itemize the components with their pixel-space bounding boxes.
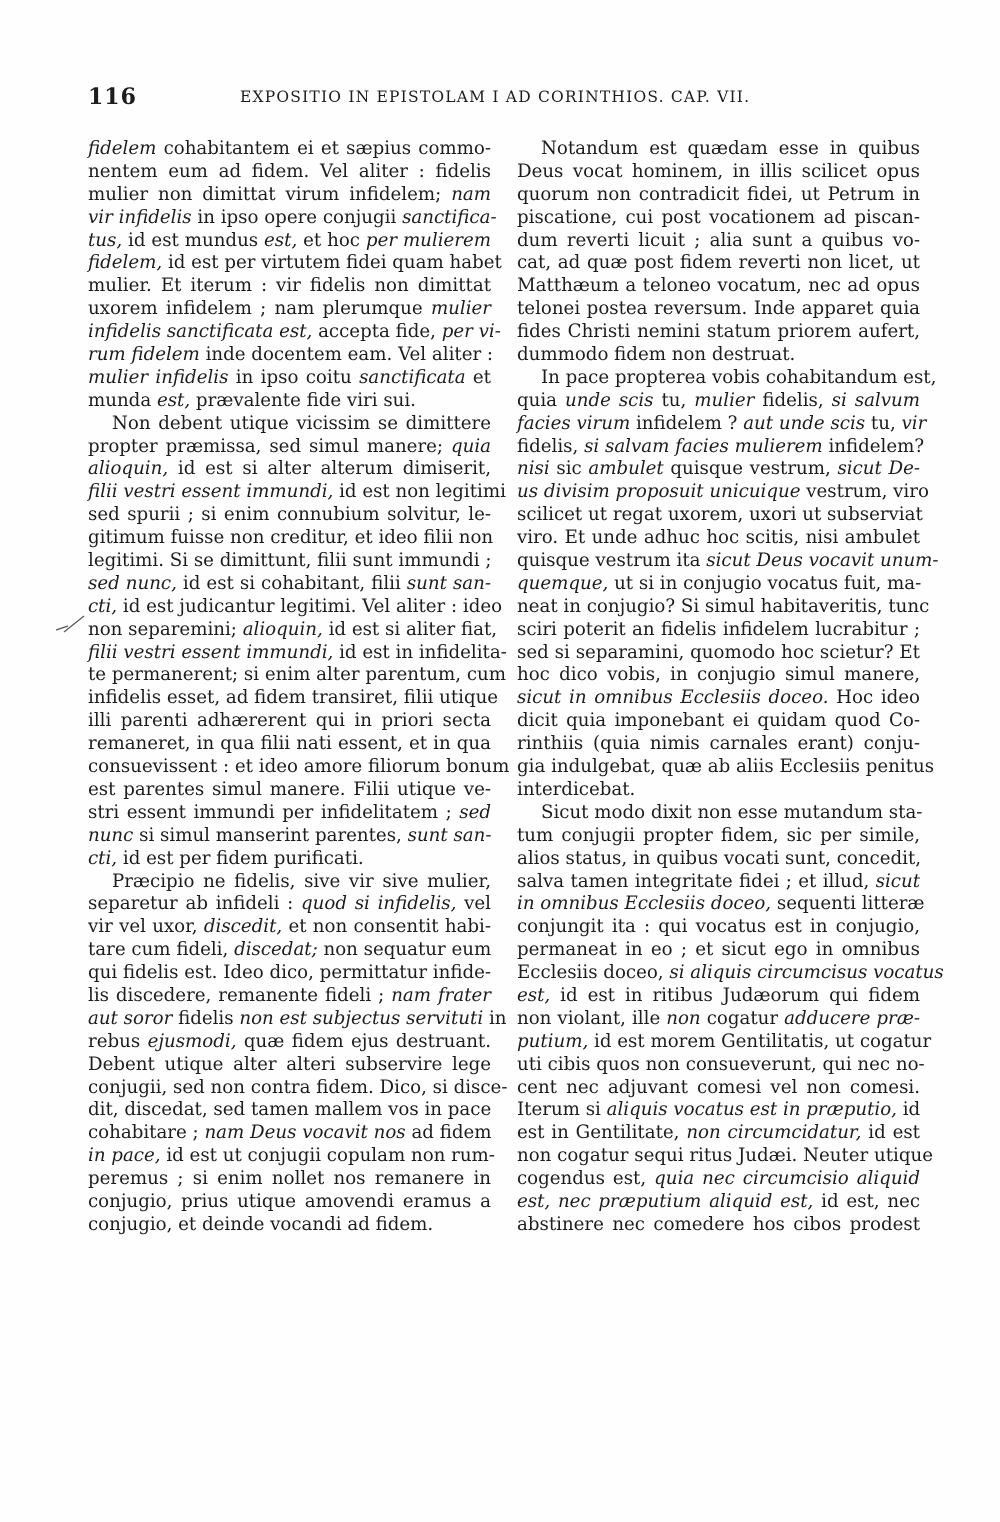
text-line <box>88 527 494 550</box>
text-segment: remaneret, in qua filii nati essent, et in qua <box>88 733 491 755</box>
text-segment: id est si cohabitant, filii <box>176 572 407 594</box>
text-segment: prævalente fide viri sui. <box>190 389 416 411</box>
text-line <box>88 779 491 802</box>
text-segment: conjungit ita : qui vocatus est in conjugio, <box>517 916 920 938</box>
text-segment: quisque vestrum, <box>663 458 838 480</box>
italic-text-segment: nunc <box>88 824 134 846</box>
text-line <box>517 298 920 321</box>
text-segment: alios status, in quibus vocati sunt, concedit, <box>517 847 922 869</box>
text-segment: conjugio, prius utique amovendi eramus a <box>88 1190 491 1212</box>
text-line <box>517 275 920 298</box>
text-line <box>517 390 920 413</box>
text-segment: Notandum est quædam esse in quibus <box>541 138 920 159</box>
text-segment: uti cibis quos non consueverunt, qui nec no- <box>517 1053 925 1075</box>
text-segment: qui fidelis est. Ideo dico, permittatur infide- <box>88 962 492 984</box>
text-segment: viro. Et unde adhuc hoc scitis, nisi ambulet <box>517 527 920 549</box>
italic-text-segment: vir infidelis <box>88 206 192 228</box>
page-header <box>88 84 920 114</box>
text-line <box>88 1076 508 1100</box>
text-line <box>517 321 920 344</box>
italic-text-segment: filii vestri essent immundi, <box>88 481 334 503</box>
text-line <box>517 366 937 390</box>
text-segment: non cogatur sequi ritus Judæi. Neuter utique <box>517 1145 933 1167</box>
text-line <box>88 687 499 710</box>
text-segment: In pace propterea vobis cohabitandum est, <box>541 366 937 388</box>
text-line <box>517 962 944 985</box>
italic-text-segment: quia <box>450 435 491 457</box>
text-line <box>517 481 929 504</box>
text-line <box>517 344 920 367</box>
italic-text-segment: mulier infidelis <box>88 366 229 388</box>
italic-text-segment: non <box>666 1007 701 1029</box>
text-segment: id est si alter alterum dimiserit, <box>168 458 491 480</box>
text-line <box>88 550 491 573</box>
text-line <box>517 230 920 253</box>
text-line <box>517 1122 920 1145</box>
italic-text-segment: est, nec præputium aliquid est, <box>517 1190 814 1212</box>
italic-text-segment: non est subjectus servituti <box>239 1007 484 1029</box>
italic-text-segment: mulier <box>694 389 755 411</box>
italic-text-segment: sicut <box>875 870 920 892</box>
text-line <box>88 1214 491 1237</box>
text-line <box>517 871 920 894</box>
text-segment: cogatur <box>700 1007 785 1029</box>
text-segment: peremus ; si enim nollet nos remanere in <box>88 1168 491 1190</box>
text-line <box>88 825 491 848</box>
text-segment: id est si aliter fiat, <box>322 618 498 640</box>
text-line <box>88 848 491 871</box>
italic-text-segment: sicut in omnibus Ecclesiis doceo. <box>517 687 829 709</box>
italic-text-segment: aut soror <box>88 1007 173 1029</box>
text-segment: est in Gentilitate, <box>517 1122 687 1144</box>
text-line <box>88 1007 507 1031</box>
text-line <box>517 1053 925 1077</box>
text-segment: neat in conjugio? Si simul habitaveritis, tunc <box>517 595 930 617</box>
italic-text-segment: sed nunc, <box>88 572 177 594</box>
italic-text-segment: sed <box>459 801 491 823</box>
text-line <box>88 458 491 481</box>
text-line <box>517 893 925 916</box>
italic-text-segment: est, <box>264 229 298 251</box>
text-line <box>88 664 507 687</box>
text-line <box>517 825 920 848</box>
italic-text-segment: adducere præ- <box>784 1007 920 1029</box>
text-segment: gitimum fuisse non creditur, et ideo filii non <box>88 527 494 549</box>
text-segment: conjugio, et deinde vocandi ad fidem. <box>88 1213 434 1235</box>
text-line <box>517 939 920 962</box>
text-segment: gia indulgebat, quæ ab aliis Ecclesiis penitus <box>517 756 935 778</box>
text-segment: permaneat in eo ; et sicut ego in omnibus <box>517 939 920 961</box>
italic-text-segment: rum fidelem <box>88 344 200 366</box>
text-line <box>88 641 507 665</box>
italic-text-segment: discedat; <box>234 939 318 961</box>
text-line <box>88 413 491 436</box>
text-segment: id est non legitimi <box>333 481 506 503</box>
italic-text-segment: vir <box>901 412 927 434</box>
text-segment: et <box>465 366 491 388</box>
text-segment: et non consentit habi- <box>282 916 491 938</box>
italic-text-segment: est, <box>156 389 191 411</box>
text-segment: tare cum fideli, <box>88 939 235 961</box>
text-line <box>88 1168 491 1191</box>
text-segment: id est per virtutem fidei quam habet <box>162 252 502 274</box>
italic-text-segment: filii vestri essent immundi, <box>88 641 334 663</box>
text-line <box>517 664 920 687</box>
text-segment: ad fidem <box>405 1122 492 1144</box>
italic-text-segment: per mulierem <box>365 229 491 251</box>
text-line <box>88 161 491 184</box>
text-segment: sic <box>549 458 589 480</box>
text-line <box>88 573 491 596</box>
text-segment: dit, discedat, sed tamen mallem vos in pace <box>88 1099 492 1121</box>
text-segment: Iterum si <box>517 1099 607 1121</box>
italic-text-segment: nisi <box>517 458 550 480</box>
text-segment: quisque vestrum ita <box>517 550 707 572</box>
text-line <box>88 733 491 756</box>
text-line <box>88 298 491 321</box>
italic-text-segment: sanctificata <box>359 366 466 388</box>
text-segment: Sicut modo dixit non esse mutandum sta- <box>541 801 923 823</box>
text-segment: tum conjugii propter fidem, sic per simile, <box>517 824 920 846</box>
text-line <box>88 756 510 779</box>
right-text-column <box>517 138 944 1237</box>
text-segment: illi parenti adhærerent qui in priori secta <box>88 710 491 732</box>
text-line <box>88 1122 491 1145</box>
italic-text-segment: sanctifica- <box>402 206 497 228</box>
italic-text-segment: us divisim proposuit unicuique <box>517 481 801 503</box>
text-line <box>88 1191 491 1214</box>
italic-text-segment: facies virum <box>517 412 631 434</box>
italic-text-segment: discedit, <box>203 916 283 938</box>
text-segment: rebus <box>88 1030 148 1052</box>
text-line <box>517 916 920 939</box>
text-segment: piscatione, cui post vocationem ad piscan- <box>517 206 920 228</box>
text-segment: id est morem Gentilitatis, ut cogatur <box>588 1030 932 1052</box>
text-line <box>517 1099 920 1122</box>
italic-text-segment: tus, <box>88 229 123 251</box>
text-segment: telonei postea reversum. Inde apparet quia <box>517 298 920 320</box>
text-segment: abstinere nec comedere hos cibos prodest <box>517 1213 920 1235</box>
text-line <box>88 344 494 367</box>
text-segment: rinthiis (quia nimis carnales erant) conju- <box>517 733 920 755</box>
italic-text-segment: si salvum <box>831 389 920 411</box>
text-line <box>517 184 920 207</box>
text-line <box>517 801 923 825</box>
text-line <box>88 985 491 1008</box>
text-segment: infidelem? <box>822 435 925 457</box>
text-segment: in ipso coitu <box>228 366 360 388</box>
italic-text-segment: ambulet <box>588 458 664 480</box>
italic-text-segment: fidelem, <box>88 252 163 274</box>
text-segment: non sequatur eum <box>317 939 492 961</box>
text-line <box>517 252 920 275</box>
text-line <box>517 1077 920 1100</box>
text-line <box>517 550 939 573</box>
text-segment: mulier. Et iterum : vir fidelis non dimittat <box>88 275 491 297</box>
italic-text-segment: per vi- <box>441 321 501 343</box>
italic-text-segment: cti, <box>88 595 118 617</box>
text-segment: infidelem ? <box>630 412 744 434</box>
text-line <box>88 871 491 894</box>
running-head: EXPOSITIO IN EPISTOLAM I AD CORINTHIOS. CAP. VII. <box>240 88 751 106</box>
text-segment: fides Christi nemini statum priorem aufert, <box>517 321 920 343</box>
text-segment: nentem eum ad fidem. Vel aliter : fidelis <box>88 160 491 182</box>
text-line <box>517 1168 920 1191</box>
text-segment: id est in infidelita- <box>333 641 507 663</box>
text-line <box>517 435 925 459</box>
text-line <box>517 527 920 550</box>
text-segment: id est judicantur legitimi. Vel aliter : ideo <box>117 595 503 617</box>
italic-text-segment: quia nec circumcisio aliquid <box>654 1168 920 1190</box>
italic-text-segment: quod si infidelis, <box>301 893 457 915</box>
text-segment: Deus vocat hominem, in illis scilicet opus <box>517 160 920 182</box>
text-line <box>88 390 491 413</box>
italic-text-segment: sicut De- <box>837 458 920 480</box>
text-line <box>88 367 491 390</box>
text-line <box>517 619 920 642</box>
text-line <box>517 756 935 779</box>
italic-text-segment: sunt san- <box>406 572 491 594</box>
text-segment: cohabitantem ei et sæpius commo- <box>156 138 491 159</box>
text-line <box>517 779 920 802</box>
text-segment: fidelis, <box>754 389 832 411</box>
text-segment: dummodo fidem non destruat. <box>517 344 796 366</box>
text-segment: quæ fidem ejus destruant. <box>236 1030 491 1052</box>
italic-text-segment: aliquis vocatus est in præputio, <box>606 1099 897 1121</box>
italic-text-segment: alioquin, <box>88 458 169 480</box>
text-segment: si simul manserint parentes, <box>133 824 408 846</box>
text-segment: stri essent immundi per infidelitatem ; <box>88 801 460 823</box>
text-line <box>517 1191 920 1214</box>
italic-text-segment: si aliquis circumcisus vocatus <box>669 962 944 984</box>
text-line <box>517 458 920 481</box>
italic-text-segment: nam <box>451 183 491 205</box>
text-segment: separetur ab infideli : <box>88 893 302 915</box>
text-line <box>517 595 930 619</box>
text-line <box>517 687 920 710</box>
text-segment: sequenti litteræ <box>771 893 925 915</box>
text-segment: Non debent utique vicissim se dimittere <box>112 412 491 434</box>
text-segment: et hoc <box>297 229 366 251</box>
text-line <box>88 939 491 962</box>
italic-text-segment: in omnibus Ecclesiis doceo, <box>517 893 772 915</box>
text-line <box>88 436 491 459</box>
text-segment: salva tamen integritate fidei ; et illud, <box>517 870 876 892</box>
italic-text-segment: fidelem <box>88 138 157 159</box>
italic-text-segment: unde scis <box>565 389 654 411</box>
italic-text-segment: cti, <box>88 847 118 869</box>
text-segment: Debent utique alter alteri subservire lege <box>88 1053 491 1075</box>
text-line <box>517 412 927 436</box>
text-line <box>517 1030 932 1054</box>
text-segment: cent nec adjuvant comesi vel non comesi. <box>517 1076 920 1098</box>
text-line <box>88 962 491 985</box>
text-line <box>88 1145 495 1168</box>
text-segment: conjugii, sed non contra fidem. Dico, si disce- <box>88 1076 508 1098</box>
italic-text-segment: ejusmodi, <box>147 1030 237 1052</box>
text-segment: Ecclesiis doceo, <box>517 962 670 984</box>
text-segment: Matthæum a teloneo vocatum, nec ad opus <box>517 275 920 297</box>
text-line <box>517 138 920 161</box>
text-line <box>517 1145 933 1168</box>
text-line <box>517 1008 920 1031</box>
text-line <box>88 230 491 253</box>
text-line <box>517 573 920 596</box>
text-line <box>517 985 920 1008</box>
text-segment: sed si separamini, quomodo hoc scietur? Et <box>517 641 920 663</box>
text-segment: id est mundus <box>122 229 265 251</box>
text-line <box>88 618 498 642</box>
text-line <box>88 916 491 939</box>
text-line <box>517 642 920 665</box>
text-segment: te permanerent; si enim alter parentum, cum <box>88 664 507 686</box>
marginal-pencil-mark <box>54 610 90 634</box>
text-segment: id est <box>861 1122 920 1144</box>
text-segment: non separemini; <box>88 618 243 640</box>
text-segment: infidelis esset, ad fidem transiret, filii utique <box>88 687 499 709</box>
text-segment: mulier non dimittat virum infidelem; <box>88 183 452 205</box>
text-segment: quia <box>517 389 566 411</box>
text-segment: non violant, ille <box>517 1007 667 1029</box>
text-segment: Hoc ideo <box>828 687 920 709</box>
text-line <box>517 848 920 871</box>
text-segment: in ipso opere conjugii <box>191 206 403 228</box>
text-line <box>88 138 491 161</box>
text-segment: propter præmissa, sed simul manere; <box>88 435 451 457</box>
text-segment: fidelis, <box>517 435 585 457</box>
text-line <box>88 275 491 298</box>
text-segment: legitimi. Si se dimittunt, filii sunt immundi ; <box>88 550 492 572</box>
italic-text-segment: aut unde scis <box>743 412 866 434</box>
text-segment: sciri poterit an fidelis infidelem lucrabitur ; <box>517 618 920 640</box>
text-line <box>88 1054 491 1077</box>
italic-text-segment: est, <box>517 984 551 1006</box>
text-segment: dicit quia imponebant ei quidam quod Co- <box>517 710 920 732</box>
text-line <box>88 321 501 344</box>
left-text-column <box>88 138 510 1237</box>
text-segment: cat, ad quæ post fidem reverti non licet, ut <box>517 252 920 274</box>
text-line <box>517 710 920 733</box>
text-segment: tu, <box>653 389 695 411</box>
text-segment: uxorem infidelem ; nam plerumque <box>88 298 431 320</box>
text-segment: est parentes simul manere. Filii utique ve- <box>88 778 491 800</box>
text-segment: inde docentem eam. Vel aliter : <box>199 344 494 366</box>
italic-text-segment: in pace, <box>88 1145 161 1167</box>
text-line <box>88 893 491 916</box>
text-segment: sed spurii ; si enim connubium solvitur, le- <box>88 504 491 526</box>
text-line <box>88 252 502 275</box>
text-segment: vir vel uxor, <box>88 916 204 938</box>
text-segment: id est in ritibus Judæorum qui fidem <box>550 984 920 1006</box>
italic-text-segment: non circumcidatur, <box>686 1122 862 1144</box>
text-segment: munda <box>88 389 157 411</box>
text-line <box>88 710 491 733</box>
italic-text-segment: quemque, <box>517 572 609 594</box>
text-line <box>88 504 491 527</box>
text-segment: id est per fidem purificati. <box>117 847 364 869</box>
italic-text-segment: alioquin, <box>242 618 323 640</box>
text-line <box>88 184 491 207</box>
text-segment: id est, nec <box>813 1190 921 1212</box>
text-segment: scilicet ut regat uxorem, uxori ut subserviat <box>517 504 923 526</box>
italic-text-segment: si salvam facies mulierem <box>584 435 823 457</box>
text-line <box>88 802 491 825</box>
text-line <box>517 733 920 756</box>
text-segment: consuevissent : et ideo amore filiorum bonum <box>88 756 510 778</box>
text-segment: Præcipio ne fidelis, sive vir sive mulier, <box>112 870 491 892</box>
italic-text-segment: putium, <box>517 1030 589 1052</box>
text-segment: fidelis <box>172 1007 240 1029</box>
text-segment: lis discedere, remanente fideli ; <box>88 984 392 1006</box>
text-segment: cohabitare ; <box>88 1122 205 1144</box>
text-segment: ut si in conjugio vocatus fuit, ma- <box>608 572 922 594</box>
text-segment: dum reverti licuit ; alia sunt a quibus vo- <box>517 229 920 251</box>
text-line <box>88 595 503 619</box>
text-segment: cogendus est, <box>517 1168 655 1190</box>
text-line <box>517 207 920 230</box>
text-segment: id est ut conjugii copulam non rum- <box>160 1145 495 1167</box>
text-line <box>88 481 506 504</box>
text-segment: in <box>483 1007 507 1029</box>
italic-text-segment: sunt san- <box>407 824 492 846</box>
page-number: 116 <box>88 84 137 110</box>
text-segment: tu, <box>865 412 902 434</box>
italic-text-segment: nam frater <box>391 984 491 1006</box>
text-segment: vel <box>456 893 491 915</box>
text-line <box>88 1031 491 1054</box>
italic-text-segment: infidelis sanctificata est, <box>88 321 313 343</box>
italic-text-segment: mulier <box>430 298 491 320</box>
text-line <box>88 1099 491 1122</box>
text-segment: vestrum, viro <box>800 481 929 503</box>
text-segment: interdicebat. <box>517 778 636 800</box>
text-segment: quorum non contradicit fidei, ut Petrum in <box>517 183 920 205</box>
italic-text-segment: sicut Deus vocavit unum- <box>706 550 939 572</box>
text-line <box>517 504 923 527</box>
text-line <box>88 206 497 230</box>
text-segment: id <box>896 1099 921 1121</box>
text-line <box>517 1214 920 1237</box>
text-segment: accepta fide, <box>312 321 442 343</box>
text-segment: hoc dico vobis, in conjugio simul manere, <box>517 664 920 686</box>
italic-text-segment: nam Deus vocavit nos <box>204 1122 406 1144</box>
text-line <box>517 161 920 184</box>
